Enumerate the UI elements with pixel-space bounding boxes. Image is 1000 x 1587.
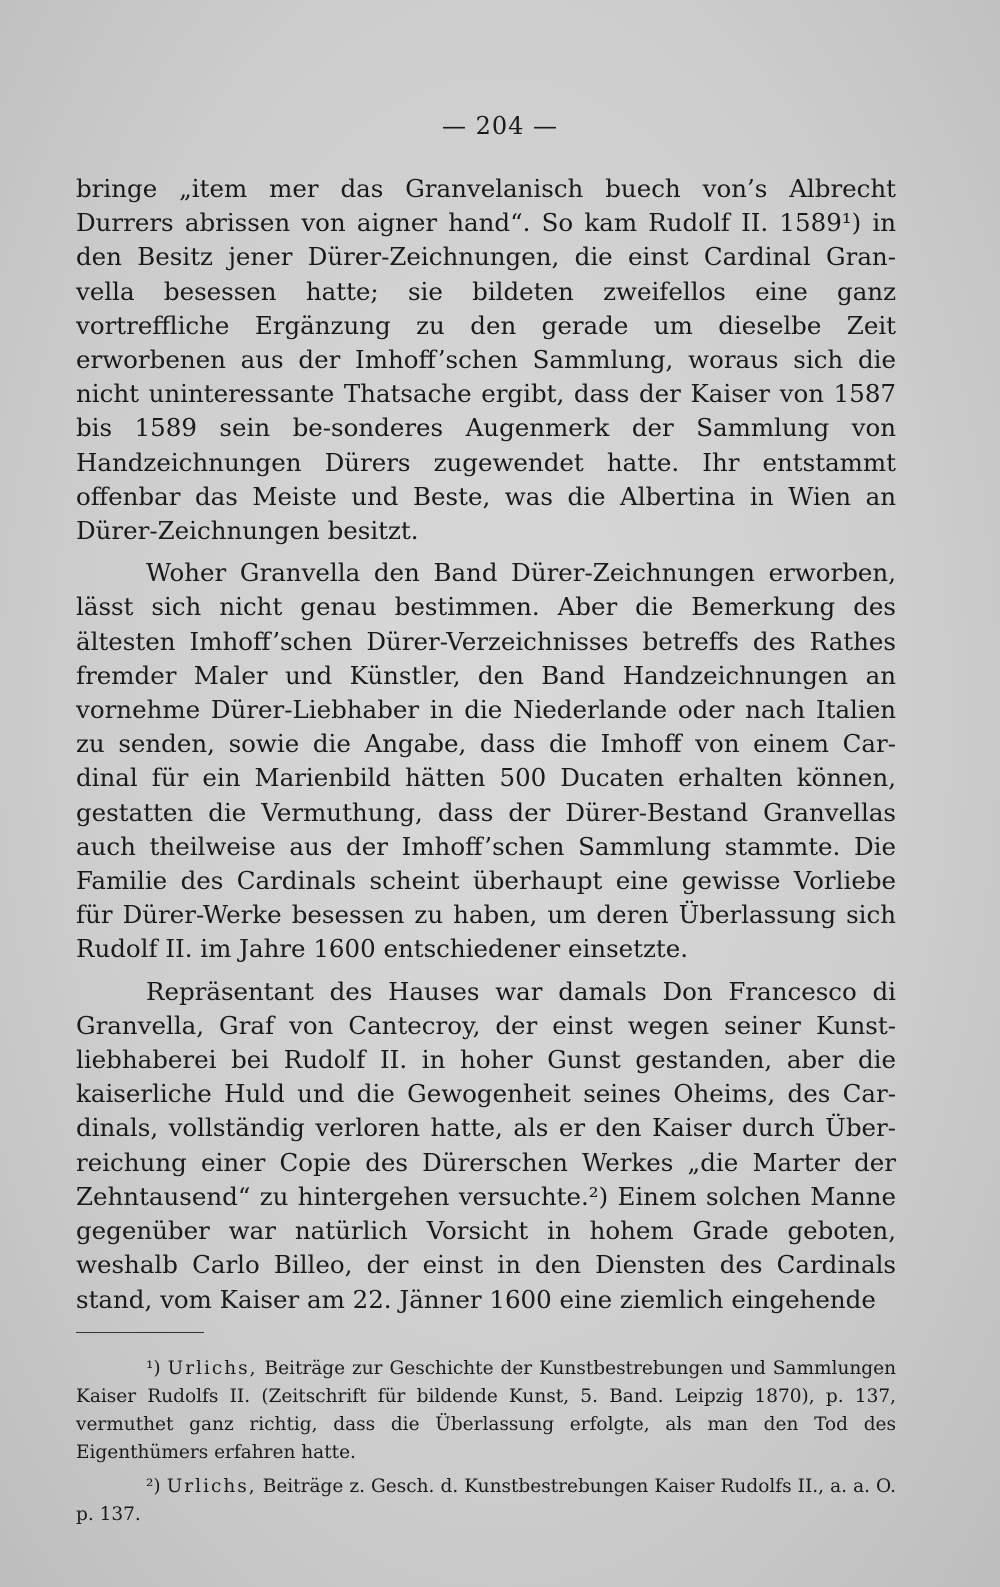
paragraph-2: Woher Granvella den Band Dürer-Zeichnungen erworben, lässt sich nicht genau bestimmen. Aber die Bemerkung des ältesten Imhoff’schen Dürer-Verzeichnisses betreffs des Rathes fremder Maler und Künstler, den Band Handzeichnungen an vornehme Dürer-Liebhaber in die Niederlande oder nach Italien zu senden, sowie die Angabe, dass die Imhoff von einem Car-dinal für ein Marienbild hätten 500 Ducaten erhalten können, gestatten die Vermuthung, dass der Dürer-Bestand Granvellas auch theilweise aus der Imhoff’schen Sammlung stammte. Die Familie des Cardinals scheint überhaupt eine gewisse Vorliebe für Dürer-Werke besessen zu haben, um deren Überlassung sich Rudolf II. im Jahre 1600 entschiedener einsetzte. — [76, 558, 896, 964]
paragraph-3: Repräsentant des Hauses war damals Don Francesco di Granvella, Graf von Cantecroy, der einst wegen seiner Kunst-liebhaberei bei Rudolf II. in hoher Gunst gestanden, aber die kaiserliche Huld und die Gewogenheit seines Oheims, des Car-dinals, vollständig verloren hatte, als er den Kaiser durch Über-reichung einer Copie des Dürerschen Werkes „die Marter der Zehntausend“ zu hintergehen versuchte.²) Einem solchen Manne gegenüber war natürlich Vorsicht in hohem Grade geboten, weshalb Carlo Billeo, der einst in den Diensten des Cardinals stand, vom Kaiser am 22. Jänner 1600 eine ziemlich eingehende — [76, 976, 896, 1314]
paragraph-1: bringe „item mer das Granvelanisch buech von’s Albrecht Durrers abrissen von aigner hand“. So kam Rudolf II. 1589¹) in den Besitz jener Dürer-Zeichnungen, die einst Cardinal Gran-vella besessen hatte; sie bildeten zweifellos eine ganz vortreffliche Ergänzung zu den gerade um dieselbe Zeit erworbenen aus der Imhoff’schen Sammlung, woraus sich die nicht uninteressante Thatsache ergibt, dass der Kaiser von 1587 bis 1589 sein be-sonderes Augenmerk der Sammlung von Handzeichnungen Dürers zugewendet hatte. Ihr entstammt offenbar das Meiste und Beste, was die Albertina in Wien an Dürer-Zeichnungen besitzt. — [76, 174, 896, 546]
footnote-2-text: Beiträge z. Gesch. d. Kunstbestrebungen Kaiser Rudolfs II., a. a. O. p. 137. — [76, 1476, 897, 1525]
footnotes — [76, 1355, 896, 1529]
footnote-separator — [76, 1332, 204, 1333]
footnote-1-marker: ¹) — [146, 1358, 161, 1379]
footnote-1 — [76, 1355, 896, 1467]
main-text — [76, 172, 896, 1317]
footnote-1-text: Beiträge zur Geschichte der Kunstbestrebungen und Sammlungen Kaiser Rudolfs II. (Zeitschrift für bildende Kunst, 5. Band. Leipzig 1870), p. 137, vermuthet ganz richtig, dass die Überlassung erfolgte, als man den Tod des Eigenthümers erfahren hatte. — [76, 1358, 896, 1463]
footnote-2-author: Urlichs, — [166, 1476, 257, 1497]
footnote-2 — [76, 1473, 896, 1529]
footnote-2-marker: ²) — [146, 1476, 161, 1497]
footnote-1-author: Urlichs, — [167, 1358, 258, 1379]
page-number: — 204 — — [441, 112, 559, 140]
